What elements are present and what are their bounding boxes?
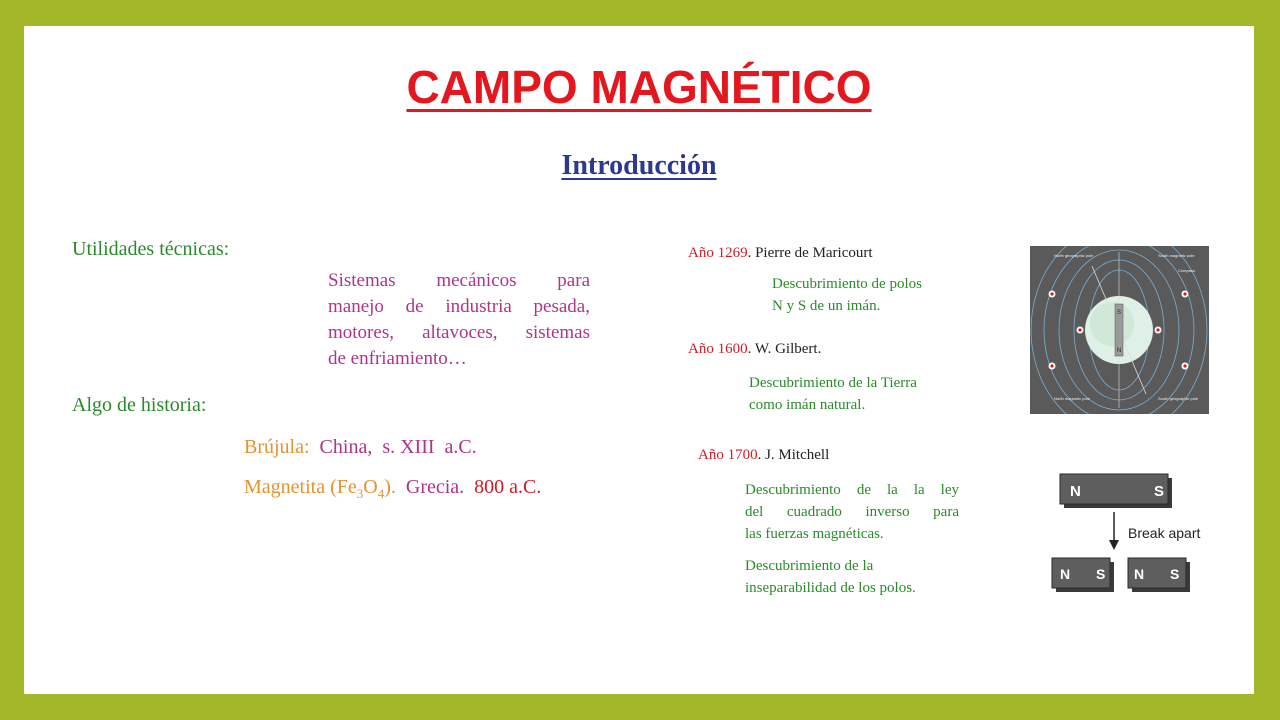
break-apart-magnet-figure (1042, 466, 1212, 600)
magnetita-line (244, 476, 541, 502)
slide (24, 26, 1254, 694)
timeline-year: Año 1269 (688, 245, 748, 261)
desc-line: Descubrimiento de la la ley (745, 482, 959, 498)
timeline-year: Año 1700 (698, 447, 758, 463)
desc-line: N y S de un imán. (772, 298, 881, 314)
magnetita-formula-o: O (363, 476, 378, 498)
desc-line: del cuadrado inverso para (745, 504, 959, 520)
right-piece-s: S (1170, 566, 1180, 582)
magnetita-sub-3: 3 (356, 486, 364, 501)
utilidades-text (328, 268, 590, 372)
desc-line: las fuerzas magnéticas. (745, 526, 884, 542)
brujula-line (244, 436, 477, 459)
timeline-desc-1700 (745, 479, 959, 545)
magnetita-place: Grecia. (405, 476, 465, 498)
whole-magnet-s: S (1154, 483, 1165, 500)
timeline-entry-1600 (688, 341, 821, 358)
brujula-century: s. XIII (382, 436, 435, 458)
slide-title: CAMPO MAGNÉTICO (406, 61, 872, 113)
timeline-entry-1269 (688, 245, 873, 262)
break-apart-svg (1042, 466, 1212, 600)
north-magnetic-pole-label: North magnetic pole (1054, 396, 1090, 401)
timeline-person: . W. Gilbert. (747, 341, 822, 357)
compass-label: Compass (1178, 268, 1195, 273)
magnet-s-label: S (1116, 310, 1122, 316)
break-apart-caption: Break apart (1128, 525, 1201, 541)
utilidades-line: Sistemas mecánicos para (328, 270, 590, 291)
south-magnetic-pole-label: South magnetic pole (1158, 253, 1195, 258)
historia-label: Algo de historia: (72, 394, 207, 416)
left-piece-n: N (1060, 566, 1071, 582)
north-geographic-pole-label: North geographic pole (1054, 253, 1094, 258)
desc-line: Descubrimiento de la Tierra (749, 375, 917, 391)
timeline-year: Año 1600 (688, 341, 748, 357)
whole-magnet-n: N (1070, 483, 1081, 500)
timeline-desc-1269 (772, 273, 922, 317)
brujula-date: a.C. (444, 436, 477, 458)
timeline-entry-1700 (698, 447, 829, 464)
right-piece-n: N (1134, 566, 1145, 582)
desc-line: como imán natural. (749, 397, 866, 413)
utilidades-label: Utilidades técnicas: (72, 238, 230, 260)
earth-magnetic-field-figure (1030, 246, 1209, 414)
magnetita-label (244, 476, 396, 501)
timeline-person: . J. Mitchell (757, 447, 830, 463)
brujula-place: China, (319, 436, 373, 458)
utilidades-line: de enfriamiento… (328, 348, 467, 369)
desc-line: inseparabilidad de los polos. (745, 580, 916, 596)
magnetita-formula-end: ). (384, 476, 396, 498)
left-piece-s: S (1096, 566, 1106, 582)
magnet-n-label: N (1116, 348, 1122, 354)
magnetita-sub-4: 4 (377, 486, 385, 501)
earth-field-svg (1030, 246, 1209, 414)
utilidades-line: manejo de industria pesada, (328, 296, 590, 317)
timeline-person: . Pierre de Maricourt (747, 245, 873, 261)
magnetita-formula-a: Magnetita (Fe (244, 476, 357, 498)
utilidades-line: motores, altavoces, sistemas (328, 322, 590, 343)
desc-line: Descubrimiento de polos (772, 276, 922, 292)
timeline-desc2-1700 (745, 555, 916, 599)
magnetita-date: 800 a.C. (474, 476, 542, 498)
timeline-desc-1600 (749, 372, 917, 416)
brujula-label: Brújula: (244, 436, 310, 458)
south-geographic-pole-label: South geographic pole (1158, 396, 1199, 401)
slide-subtitle: Introducción (561, 150, 717, 181)
desc-line: Descubrimiento de la (745, 558, 874, 574)
